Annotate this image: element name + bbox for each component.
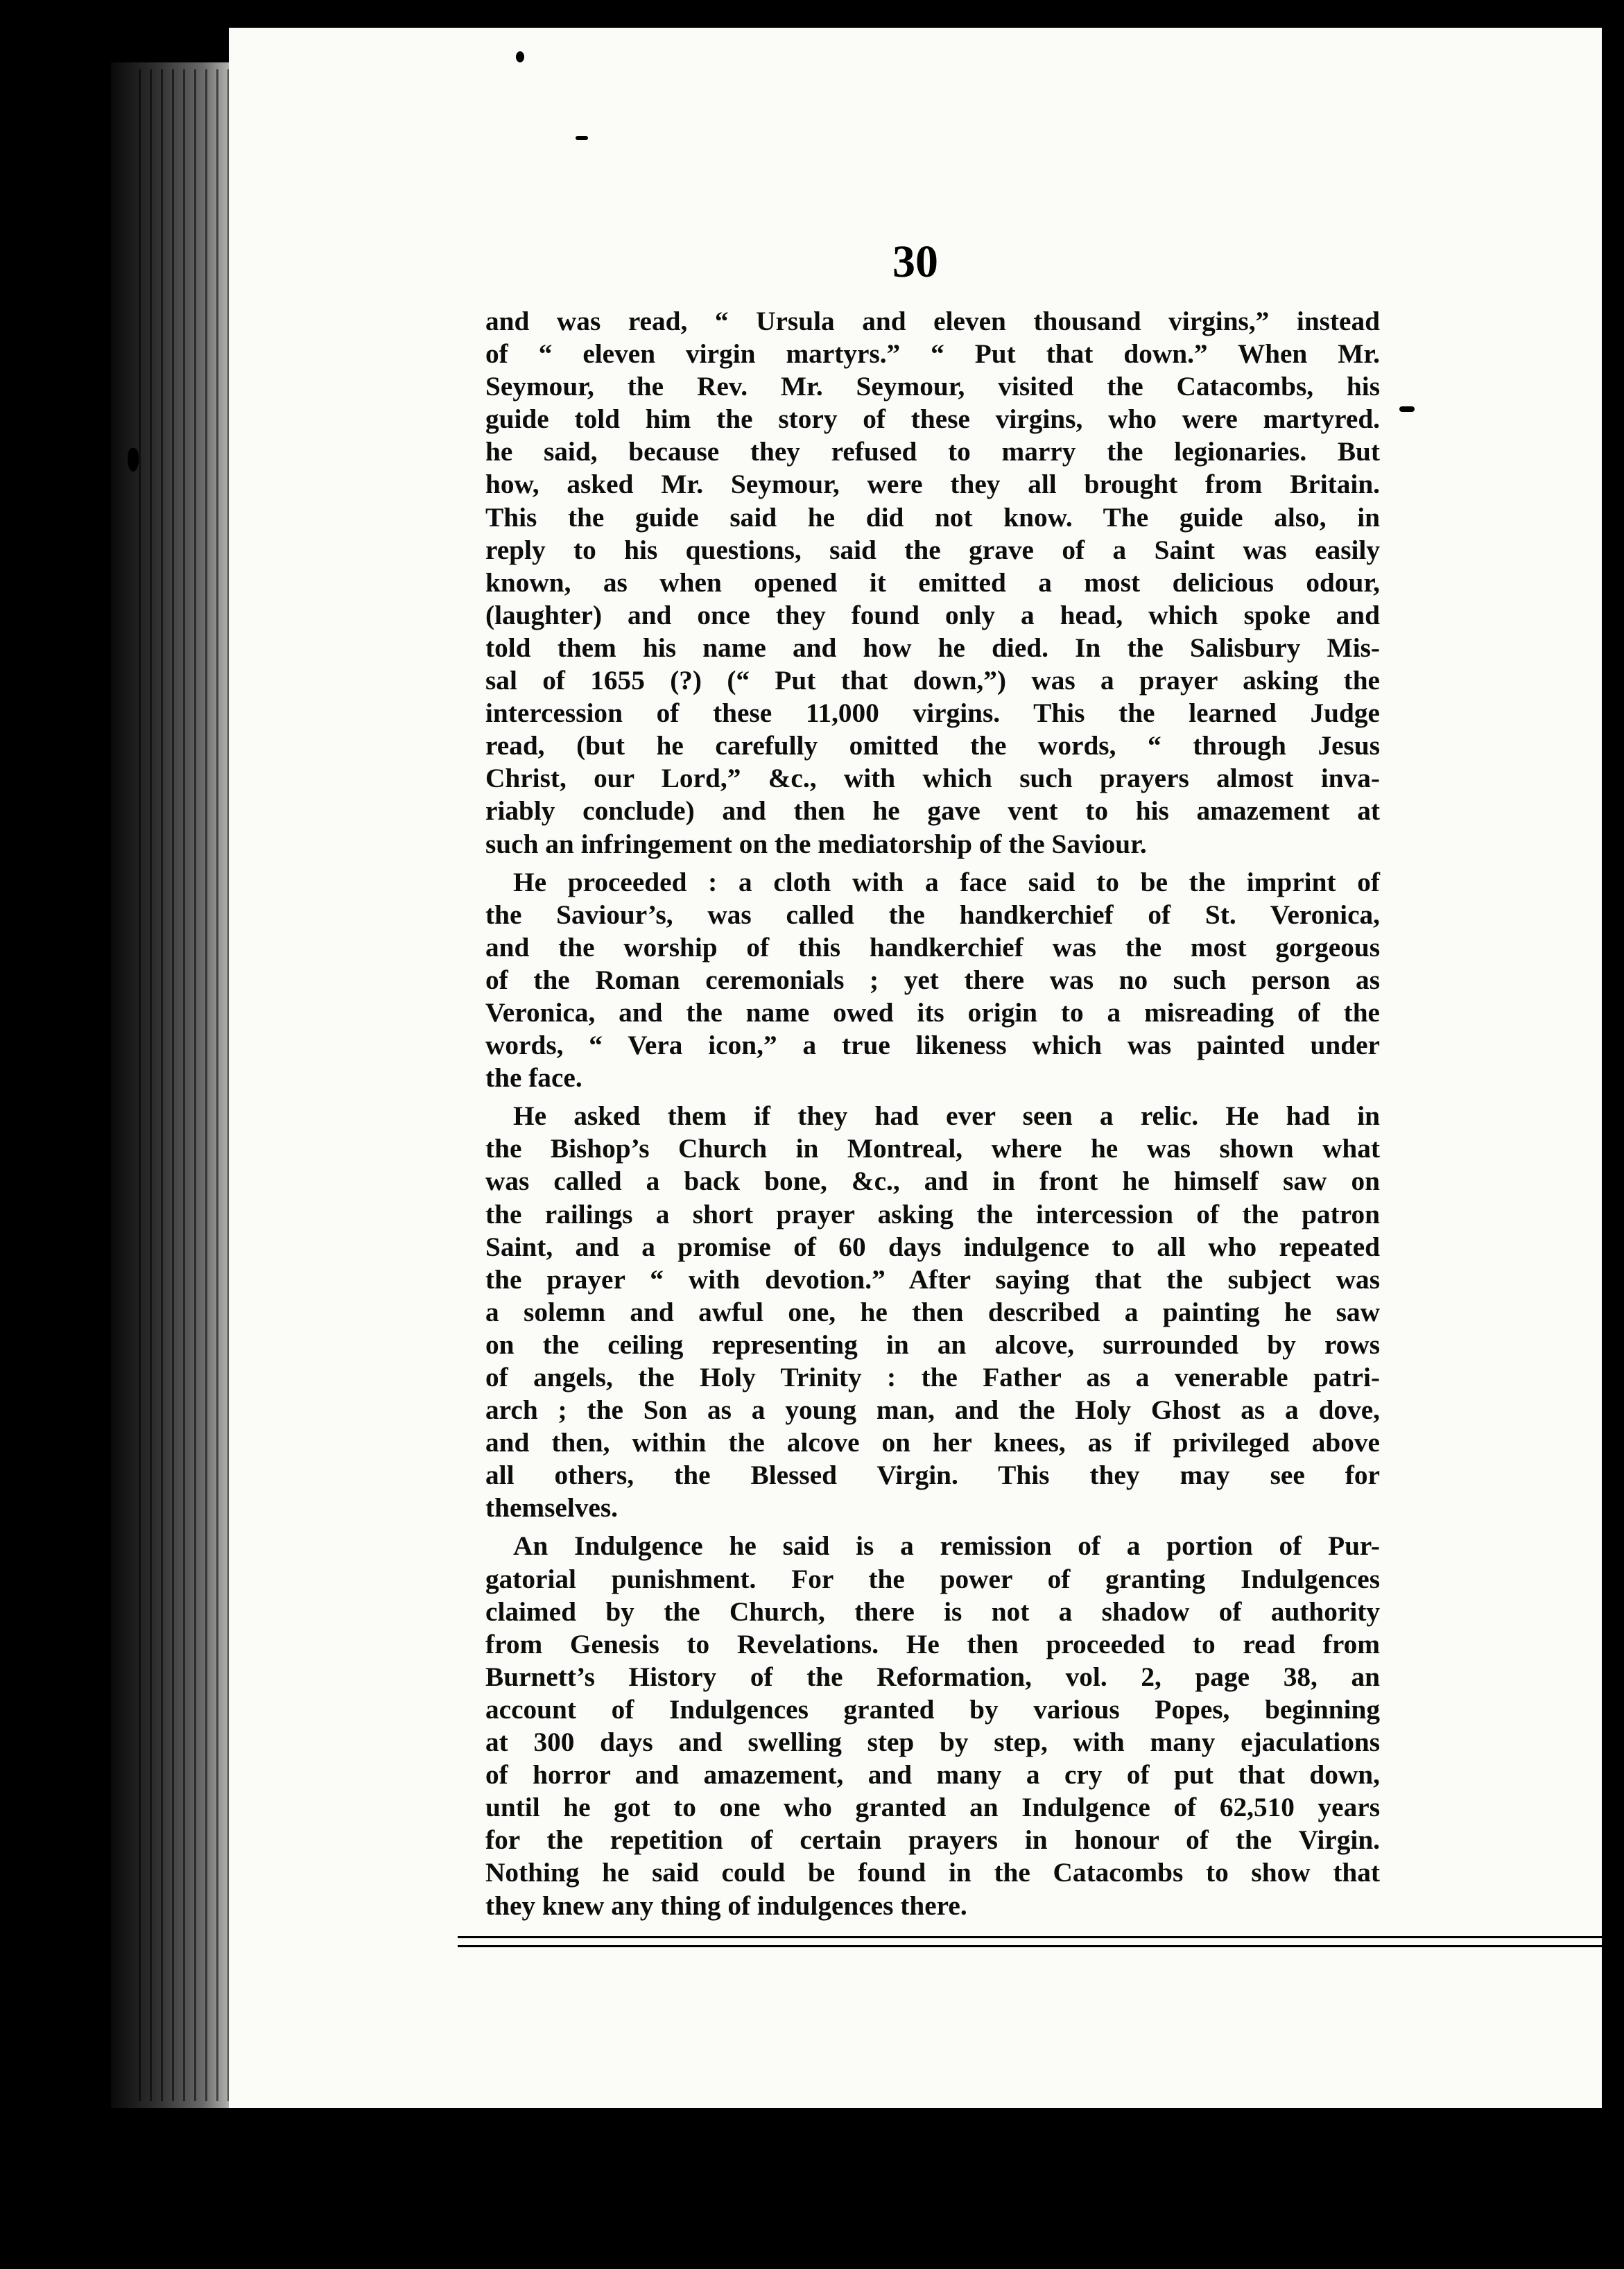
text-line: Burnett’s History of the Reformation, vol. 2, page 38, an xyxy=(485,1661,1380,1692)
text-line: and then, within the alcove on her knees, as if privileged above xyxy=(485,1427,1380,1458)
text-line: the face. xyxy=(485,1062,582,1094)
text-line: and was read, “ Ursula and eleven thousand virgins,” instead xyxy=(485,306,1380,336)
text-line: known, as when opened it emitted a most delicious odour, xyxy=(485,567,1380,598)
text-line: An Indulgence he said is a remission of a portion of Pur- xyxy=(513,1530,1380,1562)
page-edge-lines xyxy=(139,69,236,2101)
text-line: for the repetition of certain prayers in honour of the Virgin. xyxy=(485,1824,1380,1856)
text-line: such an infringement on the mediatorship of the Saviour. xyxy=(485,828,1147,859)
article-body xyxy=(485,305,1380,1928)
text-line: (laughter) and once they found only a head, which spoke and xyxy=(485,599,1380,630)
text-line: arch ; the Son as a young man, and the Holy Ghost as a dove, xyxy=(485,1395,1380,1426)
text-line: guide told him the story of these virgins, who were martyred. xyxy=(485,404,1380,435)
text-line: all others, the Blessed Virgin. This they may see for xyxy=(485,1460,1380,1491)
text-line: of angels, the Holy Trinity : the Father as a venerable patri- xyxy=(485,1362,1380,1392)
text-line: told them his name and how he died. In the Salisbury Mis- xyxy=(485,632,1380,663)
scan-artifact-double-rule xyxy=(458,1936,1602,1947)
text-line: and the worship of this handkerchief was the most gorgeous xyxy=(485,931,1380,963)
text-line: read, (but he carefully omitted the words, “ through Jesus xyxy=(485,730,1380,761)
text-line: the prayer “ with devotion.” After saying that the subject was xyxy=(485,1263,1380,1295)
ink-speck xyxy=(576,136,588,140)
text-line: claimed by the Church, there is not a shadow of authority xyxy=(485,1596,1380,1627)
text-line: Seymour, the Rev. Mr. Seymour, visited the Catacombs, his xyxy=(485,371,1380,402)
ink-speck xyxy=(128,448,139,472)
paragraph-relic xyxy=(485,1100,1380,1524)
text-line: Nothing he said could be found in the Catacombs to show that xyxy=(485,1857,1380,1888)
text-line: the Bishop’s Church in Montreal, where he was shown what xyxy=(485,1133,1380,1164)
text-line: how, asked Mr. Seymour, were they all brought from Britain. xyxy=(485,469,1380,500)
text-line: gatorial punishment. For the power of granting Indulgences xyxy=(485,1563,1380,1594)
paragraph-veronica xyxy=(485,866,1380,1095)
text-line: of “ eleven virgin martyrs.” “ Put that down.” When Mr. xyxy=(485,338,1380,370)
text-line: of horror and amazement, and many a cry of put that down, xyxy=(485,1759,1380,1791)
text-line: until he got to one who granted an Indulgence of 62,510 years xyxy=(485,1792,1380,1823)
text-line: was called a back bone, &c., and in front he himself saw on xyxy=(485,1166,1380,1197)
text-line: he said, because they refused to marry the legionaries. But xyxy=(485,436,1380,467)
text-line: on the ceiling representing in an alcove, surrounded by rows xyxy=(485,1329,1380,1360)
text-line: words, “ Vera icon,” a true likeness which was painted under xyxy=(485,1030,1380,1061)
text-line: reply to his questions, said the grave of a Saint was easily xyxy=(485,534,1380,565)
ink-speck xyxy=(1399,406,1415,412)
paragraph-virgins xyxy=(485,305,1380,861)
text-line: sal of 1655 (?) (“ Put that down,”) was a prayer asking the xyxy=(485,665,1380,696)
text-line: the Saviour’s, was called the handkerchief of St. Veronica, xyxy=(485,899,1380,930)
paragraph-indulgence xyxy=(485,1530,1380,1922)
text-line: intercession of these 11,000 virgins. This the learned Judge xyxy=(485,698,1380,729)
text-line: the railings a short prayer asking the intercession of the patron xyxy=(485,1198,1380,1230)
page-number: 30 xyxy=(892,236,938,287)
text-line: Saint, and a promise of 60 days indulgence to all who repeated xyxy=(485,1231,1380,1262)
text-line: This the guide said he did not know. The guide also, in xyxy=(485,501,1380,533)
text-line: account of Indulgences granted by various Popes, beginning xyxy=(485,1693,1380,1725)
text-line: of the Roman ceremonials ; yet there was no such person as xyxy=(485,964,1380,995)
text-line: Christ, our Lord,” &c., with which such prayers almost inva- xyxy=(485,763,1380,794)
text-line: from Genesis to Revelations. He then proceeded to read from xyxy=(485,1628,1380,1659)
text-line: He proceeded : a cloth with a face said to be the imprint of xyxy=(513,866,1380,897)
text-line: a solemn and awful one, he then described a painting he saw xyxy=(485,1296,1380,1327)
text-line: riably conclude) and then he gave vent to his amazement at xyxy=(485,795,1380,827)
text-line: Veronica, and the name owed its origin to a misreading of the xyxy=(485,997,1380,1028)
text-line: at 300 days and swelling step by step, with many ejaculations xyxy=(485,1727,1380,1758)
text-line: they knew any thing of indulgences there. xyxy=(485,1890,967,1921)
text-line: themselves. xyxy=(485,1492,618,1524)
ink-speck xyxy=(516,51,524,62)
text-line: He asked them if they had ever seen a relic. He had in xyxy=(513,1101,1380,1132)
